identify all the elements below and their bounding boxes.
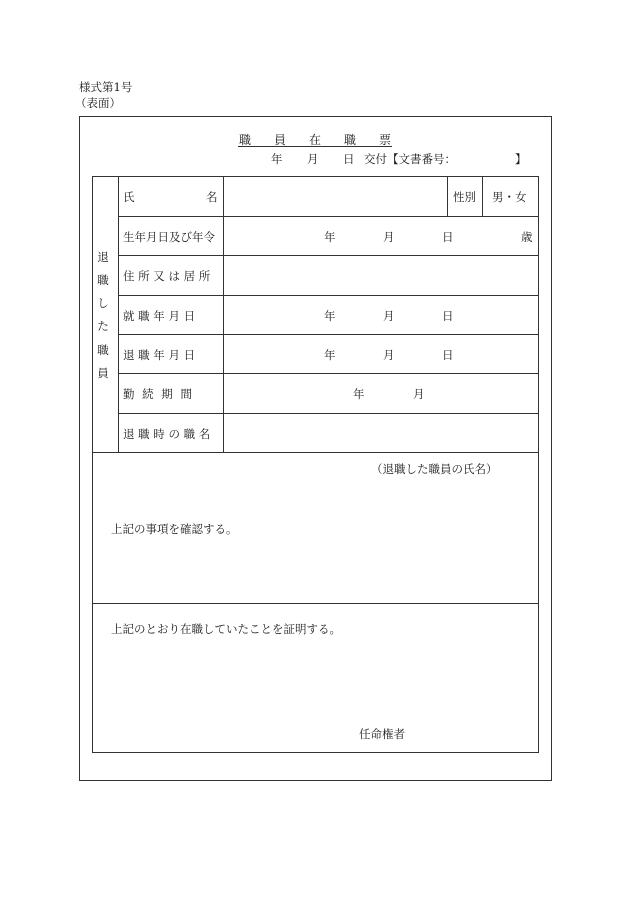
retire-day-label: 日 xyxy=(442,348,454,362)
retire-date-label: 退 職 年 月 日 xyxy=(123,348,196,362)
certify-statement: 上記のとおり在職していたことを証明する。 xyxy=(111,622,341,636)
form-title xyxy=(238,131,392,147)
document-number-close: 】 xyxy=(515,152,527,166)
service-period-label: 勤 続 期 間 xyxy=(123,387,194,401)
hire-date-label: 就 職 年 月 日 xyxy=(123,309,196,323)
side-label-char: 員 xyxy=(97,366,109,380)
confirm-statement: 上記の事項を確認する。 xyxy=(111,522,238,536)
retire-year-label: 年 xyxy=(324,348,336,362)
divider xyxy=(118,413,539,414)
issue-month-label: 月 xyxy=(307,152,319,166)
divider xyxy=(118,216,539,217)
divider xyxy=(223,177,224,453)
address-label: 住 所 又 は 居 所 xyxy=(123,269,211,283)
divider xyxy=(118,295,539,296)
position-label: 退 職 時 の 職 名 xyxy=(123,427,211,441)
divider xyxy=(118,255,539,256)
appointing-authority-label: 任命権者 xyxy=(359,727,405,741)
side-label-char: 職 xyxy=(97,273,109,287)
service-month-label: 月 xyxy=(413,387,425,401)
retire-month-label: 月 xyxy=(383,348,395,362)
side-label-char: た xyxy=(97,319,109,333)
side-indicator: （表面） xyxy=(75,96,121,110)
side-label-char: 退 xyxy=(97,250,109,264)
title-char: 員 xyxy=(274,133,287,147)
form-number: 様式第1号 xyxy=(79,80,133,94)
divider xyxy=(93,603,539,604)
divider xyxy=(93,452,539,453)
birth-year-label: 年 xyxy=(324,230,336,244)
hire-year-label: 年 xyxy=(324,309,336,323)
birth-label: 生年月日及び年令 xyxy=(123,230,215,244)
hire-day-label: 日 xyxy=(442,309,454,323)
birth-month-label: 月 xyxy=(383,230,395,244)
issue-day-label: 日 xyxy=(343,152,355,166)
title-char: 在 xyxy=(309,133,322,147)
divider xyxy=(118,373,539,374)
gender-label: 性別 xyxy=(453,190,476,204)
retiree-name-note: （退職した職員の氏名） xyxy=(371,462,498,476)
title-char: 職 xyxy=(344,133,357,147)
side-label-char: 職 xyxy=(97,343,109,357)
name-label: 名 xyxy=(206,190,218,204)
divider xyxy=(118,334,539,335)
issue-year-label: 年 xyxy=(271,152,283,166)
divider xyxy=(482,177,483,217)
age-label: 歳 xyxy=(521,230,533,244)
divider xyxy=(447,177,448,217)
name-label: 氏 xyxy=(123,190,135,204)
hire-month-label: 月 xyxy=(383,309,395,323)
service-year-label: 年 xyxy=(353,387,365,401)
divider xyxy=(118,177,119,453)
title-char: 票 xyxy=(379,133,392,147)
gender-options[interactable]: 男・女 xyxy=(492,190,527,204)
document-number-label: 交付【文書番号： xyxy=(364,152,456,166)
birth-day-label: 日 xyxy=(442,230,454,244)
title-char: 職 xyxy=(239,133,252,147)
side-label-char: し xyxy=(97,296,109,310)
